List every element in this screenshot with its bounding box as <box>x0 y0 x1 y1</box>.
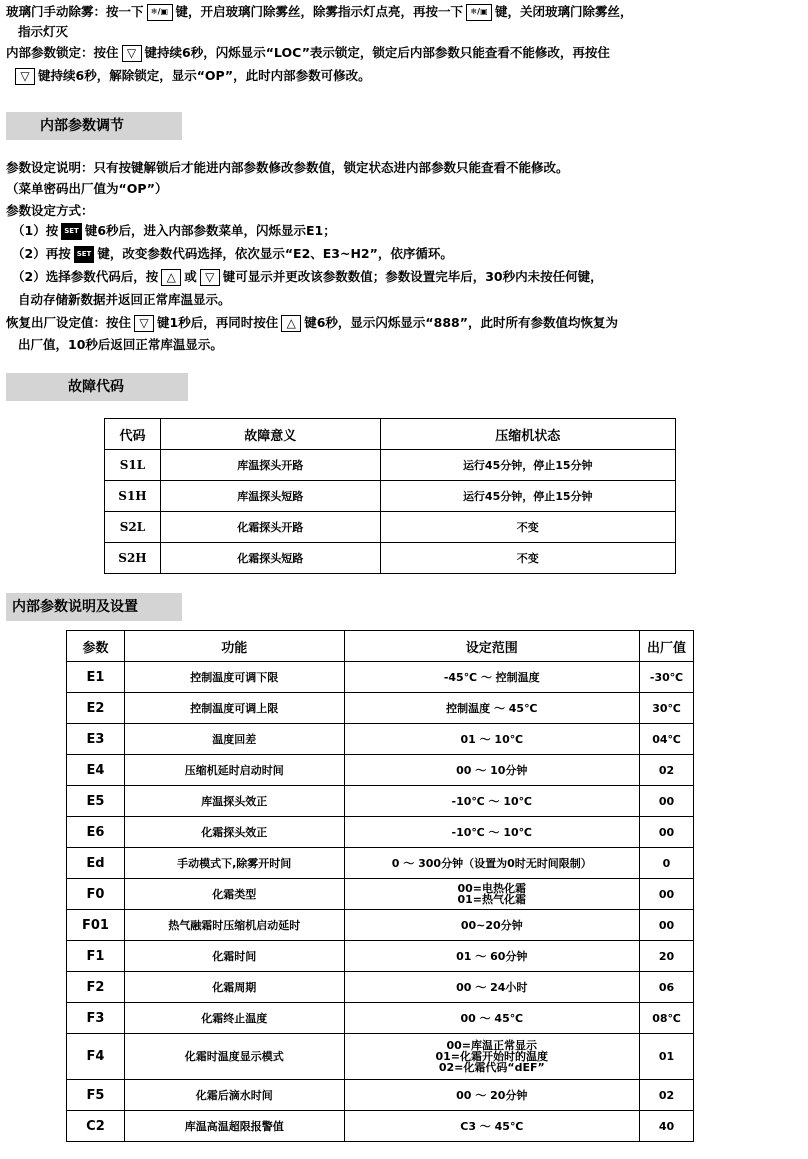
param-code-cell: E4 <box>67 755 125 786</box>
adjust-line-6 <box>12 268 603 286</box>
range-line: 01=热气化霜 <box>457 893 527 906</box>
param-code-cell: Ed <box>67 848 125 879</box>
range-line: 00=库温正常显示 <box>446 1039 538 1052</box>
text-segment: 恢复出厂设定值：按住 <box>6 315 132 330</box>
param-default-cell: 01 <box>640 1034 694 1080</box>
param-code-cell: F2 <box>67 972 125 1003</box>
restore-line-1 <box>6 314 618 332</box>
param-default-cell: 0 <box>640 848 694 879</box>
up-key-icon: △ <box>281 315 301 332</box>
fault-code-table <box>104 418 676 574</box>
param-range-cell <box>344 941 640 972</box>
column-header: 功能 <box>124 631 344 662</box>
param-range-cell <box>344 848 640 879</box>
param-range-cell <box>344 693 640 724</box>
param-default-cell: -30℃ <box>640 662 694 693</box>
param-default-cell: 02 <box>640 755 694 786</box>
param-code-cell: E6 <box>67 817 125 848</box>
param-range-cell <box>344 662 640 693</box>
table-header-row <box>67 631 694 662</box>
param-range-cell <box>344 724 640 755</box>
compressor-state-cell: 运行45分钟，停止15分钟 <box>380 450 675 481</box>
param-function-cell: 库温高温超限报警值 <box>124 1111 344 1142</box>
text-segment: （1）按 <box>12 223 59 238</box>
text-segment: 或 <box>184 269 197 284</box>
text-segment: 参数设定方式： <box>6 203 94 218</box>
text-segment: 键，开启玻璃门除雾丝，除雾指示灯点亮，再按一下 <box>175 4 464 19</box>
set-key-icon: SET <box>74 246 95 263</box>
lock-instruction-line-2 <box>12 67 371 85</box>
section-title: 故障代码 <box>68 379 124 395</box>
param-range-cell <box>344 879 640 910</box>
param-function-cell: 化霜时温度显示模式 <box>124 1034 344 1080</box>
table-row <box>67 879 694 910</box>
param-range-cell <box>344 786 640 817</box>
section-title: 内部参数说明及设置 <box>12 599 138 615</box>
section-fault-codes <box>6 373 188 401</box>
param-code-cell: F4 <box>67 1034 125 1080</box>
range-line: -45℃ ～ 控制温度 <box>443 670 540 684</box>
fault-code-cell: S1H <box>105 481 161 512</box>
range-line: 01=化霜开始时的温度 <box>435 1050 549 1063</box>
adjust-line-2 <box>6 180 167 198</box>
param-code-cell: E2 <box>67 693 125 724</box>
table-row <box>67 693 694 724</box>
param-range-cell <box>344 817 640 848</box>
column-header: 出厂值 <box>640 631 694 662</box>
table-row <box>67 1034 694 1080</box>
adjust-line-5 <box>12 245 453 263</box>
param-code-cell: E1 <box>67 662 125 693</box>
param-code-cell: F0 <box>67 879 125 910</box>
param-function-cell: 化霜探头效正 <box>124 817 344 848</box>
table-row <box>67 817 694 848</box>
range-line: 00~20分钟 <box>460 918 523 932</box>
param-function-cell: 压缩机延时启动时间 <box>124 755 344 786</box>
down-key-icon: ▽ <box>122 45 142 62</box>
table-row <box>67 755 694 786</box>
defog-key-icon: ❄/▣ <box>466 4 492 21</box>
column-header: 设定范围 <box>344 631 640 662</box>
column-header: 参数 <box>67 631 125 662</box>
range-line: 00 ～ 45℃ <box>460 1011 524 1025</box>
column-header: 代码 <box>105 419 161 450</box>
text-segment: 自动存储新数据并返回正常库温显示。 <box>18 292 231 307</box>
down-key-icon: ▽ <box>134 315 154 332</box>
text-segment: 指示灯灭 <box>18 24 69 39</box>
text-segment: 参数设定说明：只有按键解锁后才能进内部参数修改参数值，锁定状态进内部参数只能查看不能修改。 <box>6 160 569 175</box>
text-segment: 键持续6秒，闪烁显示“LOC”表示锁定，锁定后内部参数只能查看不能修改，再按住 <box>144 45 610 60</box>
param-code-cell: F01 <box>67 910 125 941</box>
column-header: 压缩机状态 <box>380 419 675 450</box>
text-segment: （2）再按 <box>12 246 71 261</box>
param-range-cell <box>344 755 640 786</box>
fault-meaning-cell: 化霜探头开路 <box>160 512 380 543</box>
table-row <box>67 1003 694 1034</box>
down-key-icon: ▽ <box>15 68 35 85</box>
compressor-state-cell: 运行45分钟，停止15分钟 <box>380 481 675 512</box>
adjust-line-4 <box>12 222 336 240</box>
param-default-cell: 02 <box>640 1080 694 1111</box>
param-range-cell <box>344 1080 640 1111</box>
range-line: 01 ～ 10℃ <box>460 732 524 746</box>
range-line: 01 ～ 60分钟 <box>456 949 528 963</box>
range-line: C3 ～ 45℃ <box>460 1119 524 1133</box>
fault-meaning-cell: 库温探头短路 <box>160 481 380 512</box>
param-function-cell: 控制温度可调上限 <box>124 693 344 724</box>
down-key-icon: ▽ <box>200 269 220 286</box>
param-range-cell <box>344 972 640 1003</box>
param-code-cell: E3 <box>67 724 125 755</box>
compressor-state-cell: 不变 <box>380 543 675 574</box>
range-line: 0 ～ 300分钟（设置为0时无时间限制） <box>391 856 592 870</box>
range-line: 控制温度 ～ 45℃ <box>446 701 538 715</box>
range-line: 00 ～ 24小时 <box>456 980 528 994</box>
fault-code-cell: S2H <box>105 543 161 574</box>
compressor-state-cell: 不变 <box>380 512 675 543</box>
table-row <box>67 941 694 972</box>
param-code-cell: E5 <box>67 786 125 817</box>
param-range-cell <box>344 1003 640 1034</box>
section-internal-params <box>6 593 182 621</box>
range-line: 00 ～ 10分钟 <box>456 763 528 777</box>
text-segment: （2）选择参数代码后，按 <box>12 269 159 284</box>
param-default-cell: 20 <box>640 941 694 972</box>
column-header: 故障意义 <box>160 419 380 450</box>
table-row <box>105 481 676 512</box>
table-row <box>67 848 694 879</box>
up-key-icon: △ <box>161 269 181 286</box>
param-function-cell: 手动模式下,除雾开时间 <box>124 848 344 879</box>
param-function-cell: 化霜周期 <box>124 972 344 1003</box>
text-segment: 键可显示并更改该参数数值；参数设置完毕后，30秒内未按任何键， <box>222 269 603 284</box>
param-default-cell: 40 <box>640 1111 694 1142</box>
table-row <box>105 512 676 543</box>
text-segment: 键，改变参数代码选择，依次显示“E2、E3~H2”，依序循环。 <box>97 246 453 261</box>
table-row <box>67 786 694 817</box>
param-code-cell: F1 <box>67 941 125 972</box>
table-row <box>67 972 694 1003</box>
param-function-cell: 化霜类型 <box>124 879 344 910</box>
parameter-table-body <box>67 662 694 1142</box>
set-key-icon: SET <box>61 223 82 240</box>
param-range-cell <box>344 1034 640 1080</box>
text-segment: （菜单密码出厂值为“OP”） <box>6 181 168 196</box>
param-function-cell: 化霜时间 <box>124 941 344 972</box>
param-range-cell <box>344 910 640 941</box>
section-internal-adjust <box>6 112 182 140</box>
fault-code-cell: S2L <box>105 512 161 543</box>
defog-key-icon: ❄/▣ <box>147 4 173 21</box>
fault-code-cell: S1L <box>105 450 161 481</box>
text-segment: 内部参数锁定：按住 <box>6 45 119 60</box>
range-line: 00=电热化霜 <box>457 882 527 895</box>
param-default-cell: 30℃ <box>640 693 694 724</box>
section-title: 内部参数调节 <box>40 118 124 134</box>
param-code-cell: F3 <box>67 1003 125 1034</box>
text-segment: 玻璃门手动除雾：按一下 <box>6 4 144 19</box>
range-line: -10℃ ～ 10℃ <box>451 794 532 808</box>
defog-instruction-line-1 <box>6 3 633 21</box>
parameter-table <box>66 630 694 1142</box>
text-segment: 出厂值，10秒后返回正常库温显示。 <box>18 337 223 352</box>
param-code-cell: F5 <box>67 1080 125 1111</box>
table-row <box>105 543 676 574</box>
adjust-line-3 <box>6 202 94 220</box>
param-function-cell: 化霜终止温度 <box>124 1003 344 1034</box>
param-function-cell: 控制温度可调下限 <box>124 662 344 693</box>
range-line: -10℃ ～ 10℃ <box>451 825 532 839</box>
param-range-cell <box>344 1111 640 1142</box>
table-header-row <box>105 419 676 450</box>
lock-instruction-line-1 <box>6 44 610 62</box>
param-function-cell: 化霜后滴水时间 <box>124 1080 344 1111</box>
table-row <box>67 1080 694 1111</box>
param-default-cell: 00 <box>640 817 694 848</box>
text-segment: 键6秒后，进入内部参数菜单，闪烁显示E1； <box>84 223 336 238</box>
param-function-cell: 温度回差 <box>124 724 344 755</box>
table-row <box>67 662 694 693</box>
table-row <box>67 724 694 755</box>
param-function-cell: 库温探头效正 <box>124 786 344 817</box>
range-line: 00 ～ 20分钟 <box>456 1088 528 1102</box>
param-default-cell: 00 <box>640 910 694 941</box>
param-default-cell: 00 <box>640 879 694 910</box>
fault-meaning-cell: 库温探头开路 <box>160 450 380 481</box>
restore-line-2 <box>18 336 223 354</box>
param-function-cell: 热气融霜时压缩机启动延时 <box>124 910 344 941</box>
text-segment: 键6秒，显示闪烁显示“888”，此时所有参数值均恢复为 <box>304 315 618 330</box>
adjust-line-1 <box>6 159 569 177</box>
text-segment: 键持续6秒，解除锁定，显示“OP”，此时内部参数可修改。 <box>38 68 371 83</box>
fault-meaning-cell: 化霜探头短路 <box>160 543 380 574</box>
param-default-cell: 00 <box>640 786 694 817</box>
param-default-cell: 04℃ <box>640 724 694 755</box>
table-row <box>105 450 676 481</box>
param-default-cell: 08℃ <box>640 1003 694 1034</box>
param-default-cell: 06 <box>640 972 694 1003</box>
text-segment: 键1秒后，再同时按住 <box>157 315 279 330</box>
table-row <box>67 910 694 941</box>
table-row <box>67 1111 694 1142</box>
text-segment: 键，关闭玻璃门除雾丝， <box>495 4 633 19</box>
range-line: 02=化霜代码“dEF” <box>438 1061 545 1074</box>
adjust-line-7 <box>18 291 231 309</box>
param-code-cell: C2 <box>67 1111 125 1142</box>
defog-instruction-line-2 <box>18 23 68 41</box>
